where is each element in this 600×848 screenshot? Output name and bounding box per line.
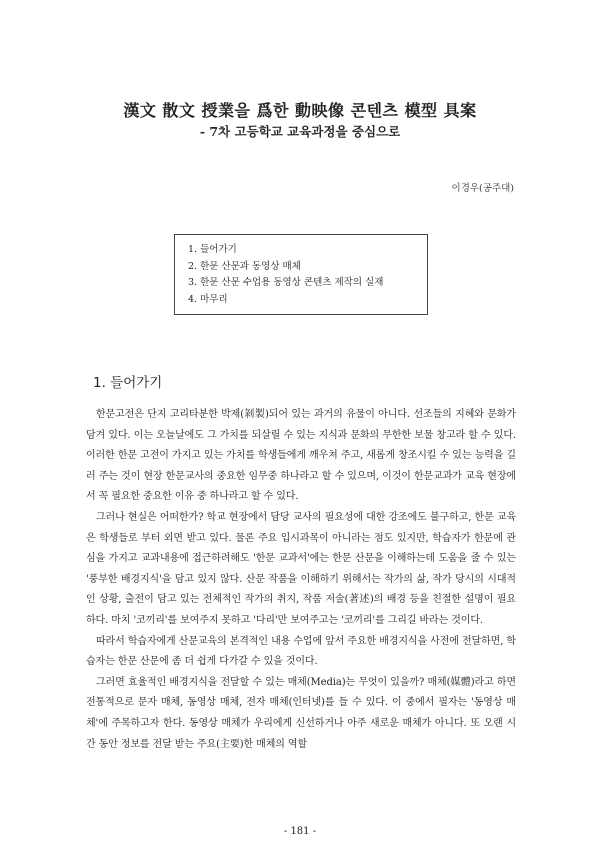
author-affiliation: 이경우(공주대)	[451, 183, 514, 194]
document-subtitle: - 7차 고등학교 교육과정을 중심으로	[199, 124, 401, 139]
document-title: 漢文 散文 授業을 爲한 動映像 콘텐츠 模型 具案	[123, 101, 477, 120]
toc-item-4: 4. 마무리	[188, 293, 228, 305]
toc-item-3: 3. 한문 산문 수업용 동영상 콘텐츠 제작의 실재	[188, 277, 384, 288]
section-heading: 1. 들어가기	[93, 375, 163, 391]
paragraph: 따라서 학습자에게 산문교육의 본격적인 내용 수업에 앞서 주요한 배경지식을 사전에 전달하면, 학습자는 한문 산문에 좀 더 쉽게 다가갈 수 있을 것이다.	[86, 635, 516, 668]
paragraph: 한문고전은 단지 고리타분한 박제(剝製)되어 있는 과거의 유물이 아니다. 선조들의 지혜와 문화가 담겨 있다. 이는 오늘날에도 그 가치를 되살릴 수 있는 지식과 문화의 무한한 보물 창고라 할 수 있다. 이러한 한문 고전이 가지고 있는 가치를 학생들에게 깨우쳐 주고, 새롭게 창조시킬 수 있는 능력을 길러 주는 것이 현장 한문교사의 중요한 임무중 하나라고 할 수 있으며, 이것이 한문교과가 교육 현장에서 꼭 필요한 중요한 이유 중 하나라고 할 수 있다.	[86, 409, 516, 503]
body-text	[86, 405, 516, 755]
paragraph: 그러면 효율적인 배경지식을 전달할 수 있는 매체(Media)는 무엇이 있을까? 매체(媒體)라고 하면 전통적으로 문자 매체, 동영상 매체, 전자 매체(인터넷)를 들 수 있다. 이 중에서 필자는 '동영상 매체'에 주목하고자 한다. 동영상 매체가 우리에게 신선하거나 아주 새로운 매체가 아니다. 또 오랜 시간 동안 정보를 전달 받는 주요(主要)한 매체의 역할	[86, 676, 516, 750]
page-number: - 181 -	[283, 826, 317, 837]
toc-item-1: 1. 들어가기	[188, 244, 237, 255]
paragraph: 그러나 현실은 어떠한가? 학교 현장에서 담당 교사의 필요성에 대한 강조에도 불구하고, 한문 교육은 학생들로 부터 외면 받고 있다. 물론 주요 입시과목이 아니라는 점도 있지만, 학습자가 한문에 관심을 가지고 교과내용에 접근하려해도 '한문 교과서'에는 한문 산문을 이해하는데 도움을 줄 수 있는 '풍부한 배경지식'을 담고 있지 않다. 산문 작품을 이해하기 위해서는 작가의 삶, 작가 당시의 시대적인 상황, 출전이 담고 있는 전체적인 작가의 취지, 작품 저술(著述)의 배경 등을 친절한 설명이 필요하다. 마치 '코끼리'를 보여주지 못하고 '다리'만 보여주고는 '코끼리'를 그리길 바라는 것이다.	[86, 511, 516, 626]
table-of-contents	[174, 234, 428, 315]
toc-item-2: 2. 한문 산문과 동영상 매체	[188, 260, 301, 272]
